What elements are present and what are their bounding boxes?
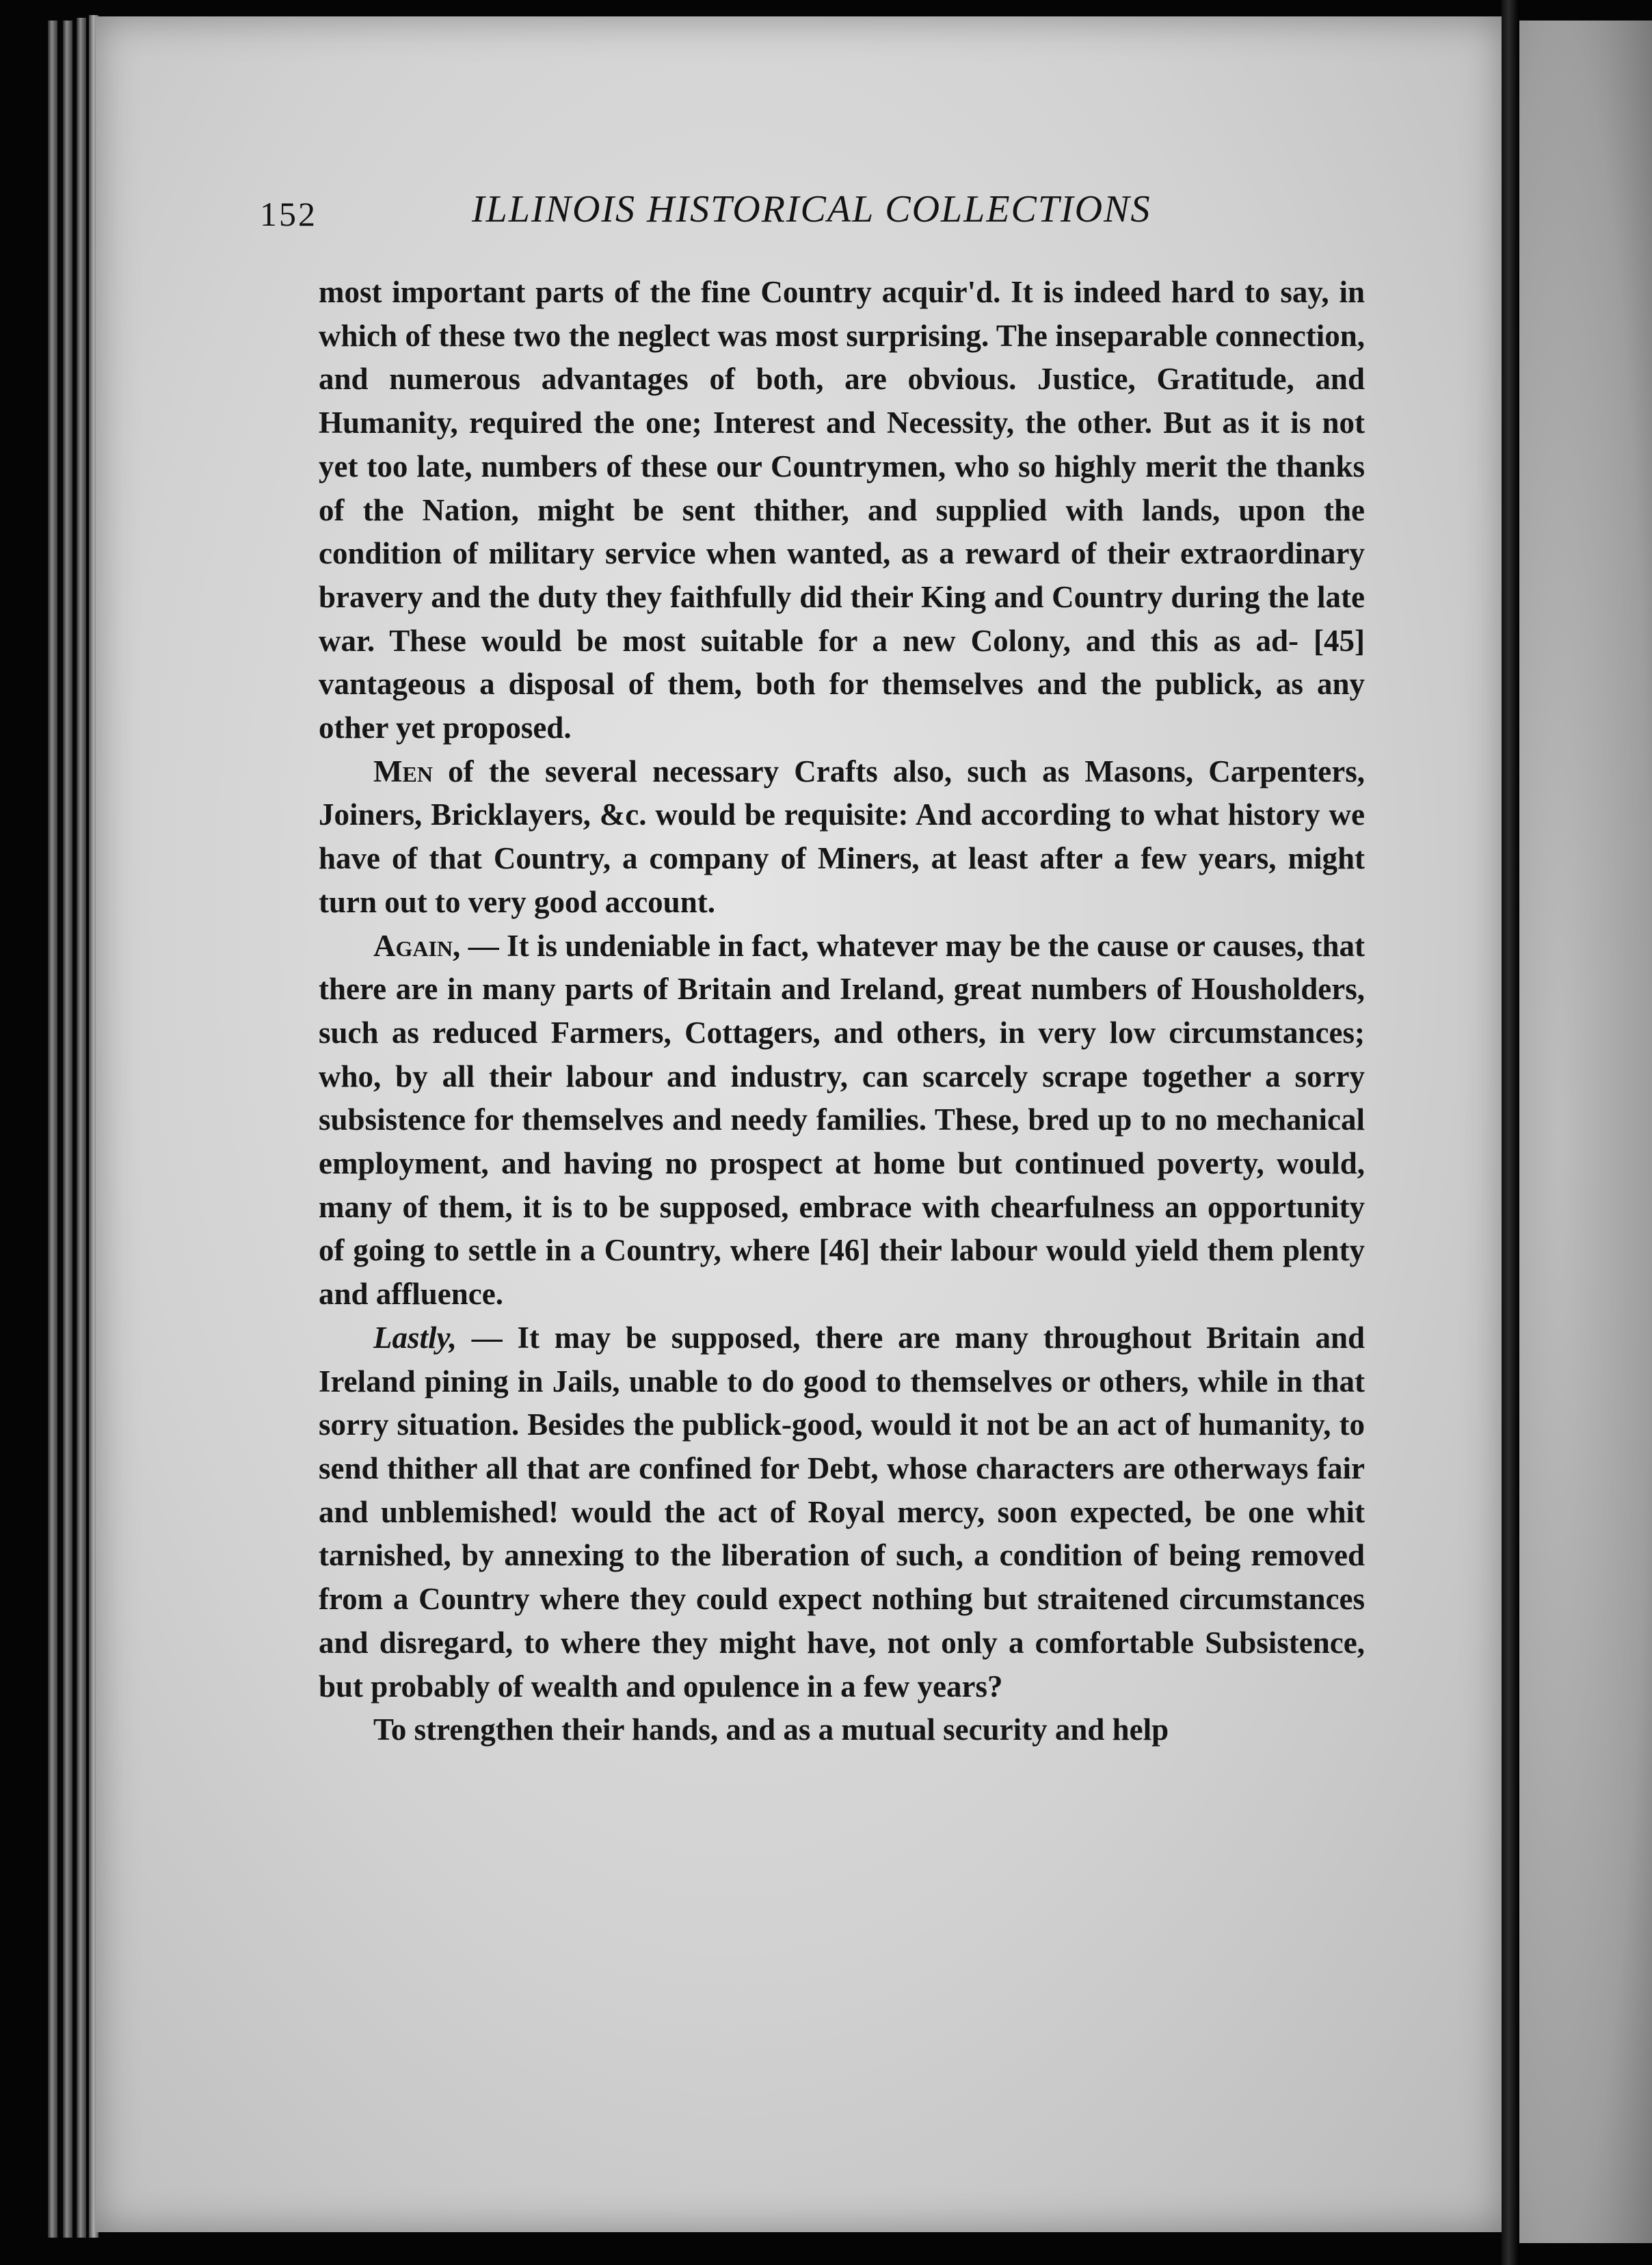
paragraph-lead: Again, [373,928,461,963]
paragraph-text: To strengthen their hands, and as a mutual security and help [373,1712,1169,1747]
page-number: 152 [260,195,317,233]
paragraph [319,925,1365,1316]
book-gutter [1502,0,1519,2265]
facing-page [1519,21,1652,2243]
paragraph-text: — It is undeniable in fact, whatever may be the cause or causes, that there are in many parts of Britain and Ireland, great numbers of Housholders, such as reduced Farmers, Cottagers, and others, in very low circumstances; who, by all their labour and industry, can scarcely scrape together a sorry subsistence for themselves and needy families. These, bred up to no mechanical employment, and having no prospect at home but continued poverty, would, many of them, it is to be supposed, embrace with chearfulness an opportunity of going to settle in a Country, where [46] their labour would yield them plenty and affluence. [319,928,1365,1312]
paragraph-text: most important parts of the fine Country acquir'd. It is indeed hard to say, in which of these two the neglect was most surprising. The inseparable connection, and numerous advantages of both, are obvious. Justice, Gratitude, and Humanity, required the one; Interest and Necessity, the other. But as it is not yet too late, numbers of these our Countrymen, who so highly merit the thanks of the Nation, might be sent thither, and supplied with lands, upon the condition of military service when wanted, as a reward of their extraordinary bravery and the duty they faithfully did their King and Country during the late war. These would be most suitable for a new Colony, and this as ad- [45] vantageous a disposal of them, both for themselves and the publick, as any other yet proposed. [319,275,1365,745]
paragraph [319,750,1365,925]
body-text [319,271,1365,1752]
paragraph-text: — It may be supposed, there are many throughout Britain and Ireland pining in Jails, unable to do good to themselves or others, while in that sorry situation. Besides the publick-good, would it not be an act of humanity, to send thither all that are confined for Debt, whose characters are otherways fair and unblemished! would the act of Royal mercy, soon expected, be one whit tarnished, by annexing to the liberation of such, a condition of being removed from a Country where they could expect nothing but straitened circumstances and disregard, to where they might have, not only a comfortable Subsistence, but probably of wealth and opulence in a few years? [319,1320,1365,1704]
paragraph-lead: Lastly, [373,1320,457,1355]
running-head: ILLINOIS HISTORICAL COLLECTIONS [472,188,1151,230]
paragraph-text: of the several necessary Crafts also, such as Masons, Carpenters, Joiners, Bricklayers, &c. would be requisite: And according to what history we have of that Country, a company of Miners, at least after a few years, might turn out to very good account. [319,754,1365,919]
page-edge [77,18,86,2238]
page-edge [63,21,72,2238]
paragraph-lead: Men [373,754,433,789]
page-header [260,183,1217,245]
paragraph [319,271,1365,750]
page-edge [48,21,57,2238]
paragraph [319,1316,1365,1708]
paragraph [319,1708,1365,1752]
